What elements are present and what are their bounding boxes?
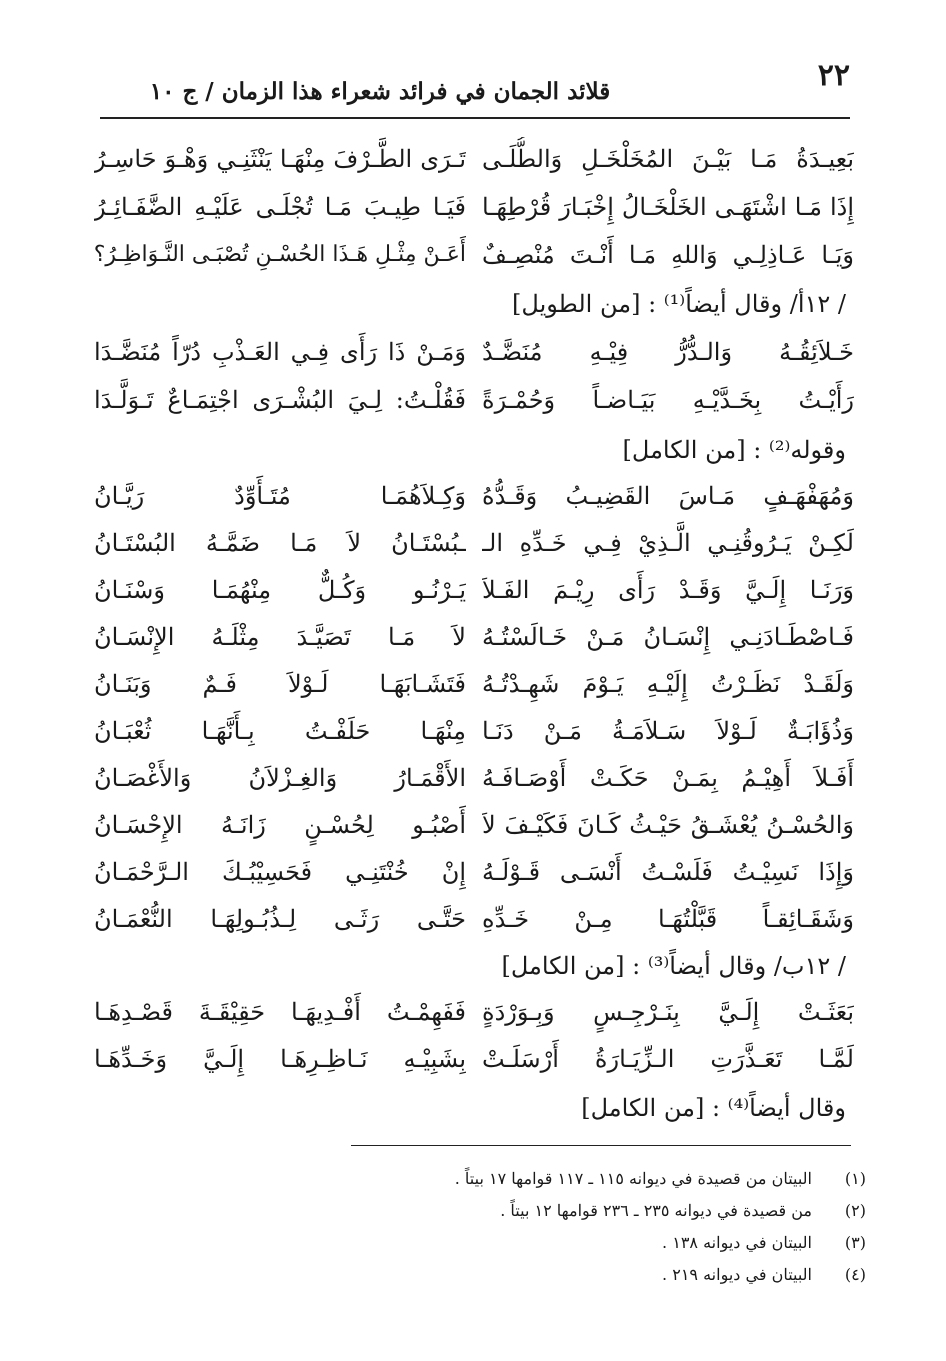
page-number: ٢٢ bbox=[817, 58, 850, 93]
footnote-number: (٣) bbox=[844, 1233, 866, 1252]
footnote bbox=[66, 1198, 866, 1224]
footnote-number: (١) bbox=[844, 1169, 866, 1188]
footnote-rule bbox=[351, 1145, 851, 1146]
footnote-text: البيتان في ديوانه ٢١٩ . bbox=[662, 1265, 812, 1284]
poem-intro: وقال أيضاً⁽⁴⁾ : [من الكامل] bbox=[581, 1094, 846, 1122]
verse-hemistich-right: لَمَّـا تَعَـذَّرَتِ الـزِّيَـارَةُ أَرْسَلَـتْ bbox=[482, 1045, 854, 1073]
verse-hemistich-right: وَالحُسْـنُ يُعْشَـقُ حَيْـثُ كَـانَ فَكَيْـفَ لاَ bbox=[482, 811, 854, 839]
footnote-text: البيتان من قصيدة في ديوانه ١١٥ ـ ١١٧ قوامها ١٧ بيتاً . bbox=[454, 1169, 812, 1188]
verse-hemistich-right: لَكِـنْ يَـرُوقُنِـي الَّـذِيْ فِـي خَـدِّهِ الـ bbox=[482, 529, 854, 557]
verse-hemistich-right: وَمُهَفْهَـفٍ مَـاسَ القَضِيـبُ وَقَـدُّهُ bbox=[482, 482, 854, 510]
verse-hemistich-right: فَـاصْطَـادَنِـي إِنْسَـانُ مَـنْ خَـالَسْتُـهُ bbox=[482, 623, 854, 651]
verse-hemistich-left: وَمَـنْ ذَا رَأَى فِـي العَـذْبِ دُرّاً مُنَضَّـدَا bbox=[94, 338, 466, 366]
header-rule bbox=[100, 117, 850, 119]
verse-line bbox=[94, 897, 854, 941]
verse-line bbox=[94, 568, 854, 612]
poem-intro: / ١٢ب/ وقال أيضاً⁽³⁾ : [من الكامل] bbox=[501, 952, 846, 980]
verse-hemistich-left: فَفَهِمْـتُ أَفْـدِيهَـا حَقِيْقَـةَ قَصْـدِهَـا bbox=[94, 998, 466, 1026]
verse-line bbox=[94, 615, 854, 659]
verse-hemistich-left: تَـرَى الطَّـرْفَ مِنْهَـا يَنْثَنِـي وَهْـوَ حَاسِـرُ bbox=[94, 145, 466, 173]
running-head: قلائد الجمان في فرائد شعراء هذا الزمان / ج ١٠ bbox=[149, 78, 611, 105]
verse-hemistich-left: أَصْبُـو لِحُسْـنٍ زَانَـهُ الإِحْسَـانُ bbox=[94, 811, 466, 839]
verse-line bbox=[94, 662, 854, 706]
verse-hemistich-left: فَيَـا طِيـبَ مَـا تُجْلَـى عَلَيْـهِ الضَّفَـائِـرُ bbox=[94, 193, 466, 221]
poem-intro: وقوله⁽²⁾ : [من الكامل] bbox=[622, 436, 846, 464]
poem-intro: / ١٢أ/ وقال أيضاً⁽¹⁾ : [من الطويل] bbox=[512, 290, 846, 318]
footnote bbox=[66, 1230, 866, 1256]
verse-line bbox=[94, 137, 854, 181]
footnote-number: (٤) bbox=[844, 1265, 866, 1284]
verse-hemistich-left: الأَقْمَـارُ وَالغِـزْلاَنُ وَالأَغْصَـانُ bbox=[94, 764, 466, 792]
verse-line bbox=[94, 756, 854, 800]
footnote bbox=[66, 1166, 866, 1192]
verse-hemistich-right: إِذَا مَـا اشْتَهَـى الخَلْخَـالُ إِخْبَـارَ قُرْطِهَـا bbox=[482, 193, 854, 221]
verse-hemistich-right: أَفَـلاَ أَهِيْـمُ بِمَـنْ حَكَـتْ أَوْصَـافَـهُ bbox=[482, 764, 854, 792]
verse-line bbox=[94, 233, 854, 277]
verse-hemistich-left: بِشَبِيْـهِ نَـاظِـرِهَـا إِلَـيَّ وَخَـدِّهَـا bbox=[94, 1045, 466, 1073]
verse-line bbox=[94, 521, 854, 565]
verse-hemistich-right: خَـلاَئِقُـهُ وَالـدُّرُّ فِيْـهِ مُنَضَّـدٌ bbox=[482, 338, 854, 366]
verse-hemistich-right: بَعَثَـتْ إِلَـيَّ بِنَـرْجِـسٍ وَبِـوَرْدَةٍ bbox=[482, 998, 854, 1026]
verse-hemistich-right: رَأَيْـتُ بِخَـدَّيْـهِ بَيَـاضـاً وَحُمْـرَةً bbox=[482, 386, 854, 414]
verse-hemistich-left: فَقُلْـتُ: لِـيَ البُشْـرَى اجْتِمَـاعٌ تَـوَلَّـدَا bbox=[94, 386, 466, 414]
verse-hemistich-left: ـبُسْتَـانُ لاَ مَـا ضَمَّـهُ البُسْتَـانُ bbox=[94, 529, 466, 557]
verse-hemistich-left: حَتَّـى رَثَـى لِـذُبُـولِهَـا النُّعْمَـانُ bbox=[94, 905, 466, 933]
footnote bbox=[66, 1262, 866, 1288]
verse-line bbox=[94, 185, 854, 229]
verse-hemistich-left: لاَ مَـا تَصَيَّـدَ مِثْلَـهُ الإِنْسَـانُ bbox=[94, 623, 466, 651]
verse-hemistich-left: مِنْهَـا حَلَفْـتُ بِـأَنَّهَـا ثُعْبَـانُ bbox=[94, 717, 466, 745]
verse-line bbox=[94, 803, 854, 847]
verse-hemistich-right: وَشَقَـائِقـاً قَبَّلْتُهَـا مِـنْ خَـدِّهِ bbox=[482, 905, 854, 933]
verse-line bbox=[94, 850, 854, 894]
verse-hemistich-right: وَإِذَا نَسِيْـتُ فَلَسْـتُ أَنْسَـى قَـوْلَـهُ bbox=[482, 858, 854, 886]
verse-line bbox=[94, 709, 854, 753]
verse-hemistich-right: بَعِيـدَةُ مَـا بَيْـنَ المُخَلْخَـلِ وَالطُّلَـى bbox=[482, 145, 854, 173]
verse-line bbox=[94, 1037, 854, 1081]
verse-line bbox=[94, 330, 854, 374]
verse-hemistich-left: فَتَشَـابَهَـا لَـوْلاَ فَـمٌ وَبَنَـانُ bbox=[94, 670, 466, 698]
verse-hemistich-left: يَـرْنُـو وَكُـلٌّ مِنْهُمَـا وَسْنَـانُ bbox=[94, 576, 466, 604]
verse-hemistich-left: وَكِـلاَهُمَـا مُتَـأَوِّدٌ رَيَّـانُ bbox=[94, 482, 466, 510]
verse-hemistich-right: وَذُؤَابَـةٌ لَـوْلاَ سَـلاَمَـةُ مَـنْ دَنَـا bbox=[482, 717, 854, 745]
verse-hemistich-right: وَرَنَـا إِلَـيَّ وَقَـدْ رَأَى رِيْـمَ الفَـلاَ bbox=[482, 576, 854, 604]
verse-hemistich-right: وَيَـا عَـاذِلِـي وَاللهِ مَـا أَنْـتَ مُنْصِـفٌ bbox=[482, 241, 854, 269]
footnote-number: (٢) bbox=[844, 1201, 866, 1220]
verse-line bbox=[94, 990, 854, 1034]
footnote-text: من قصيدة في ديوانه ٢٣٥ ـ ٢٣٦ قوامها ١٢ بيتاً . bbox=[500, 1201, 812, 1220]
verse-line bbox=[94, 474, 854, 518]
verse-hemistich-left: أَعَـنْ مِثْـلِ هَـذَا الحُسْـنِ تُصْبَـى النَّـوَاظِـرُ؟ bbox=[94, 242, 466, 267]
footnote-text: البيتان في ديوانه ١٣٨ . bbox=[662, 1233, 812, 1252]
verse-line bbox=[94, 378, 854, 422]
verse-hemistich-right: وَلَقَـدْ نَظَـرْتُ إِلَيْـهِ يَـوْمَ شَهِـدْتُـهُ bbox=[482, 670, 854, 698]
verse-hemistich-left: إِنْ خُنْتَنِـي فَحَسِيْبُـكَ الـرَّحْمَـانُ bbox=[94, 858, 466, 886]
